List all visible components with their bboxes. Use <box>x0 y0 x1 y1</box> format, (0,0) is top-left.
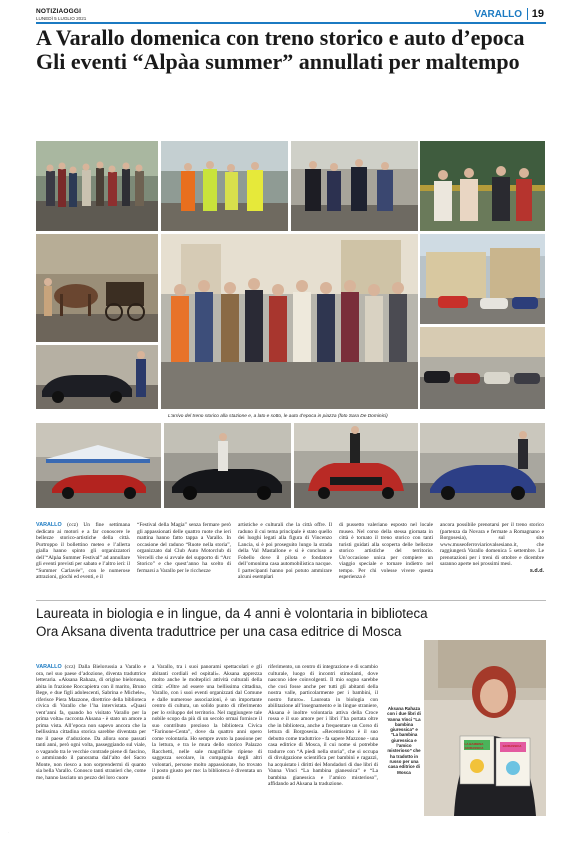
section-name: VARALLO <box>474 9 522 20</box>
photo-ferrari-tent <box>36 423 161 508</box>
page-corner-mark: · <box>8 830 9 834</box>
photo-main-group <box>161 234 418 409</box>
book-cover-2-title: GIURASSICA <box>502 744 522 748</box>
article-2-headline-1: Laureata in biologia e in lingue, da 4 anni è volontaria in biblioteca <box>36 606 428 621</box>
article-2-col-1-text: Dalla Bielorussia a Varallo e ora, nel suo paese d’adozione, diventa traduttrice letteraria. «Aksana Rahaza, di origine bielorussa, abita in frazione Roccapietra con il marito, Bruno Bege, e due figli adolescenti, Sabrina e Michele», riferisce Piera Mazzone, direttrice della biblioteca civica di Varallo che l’ha intervistata. «Quasi vent’anni fa, quando ho visitato Varallo per la prima volta» racconta Aksana - è stato un amore a prima vista. All’epoca non sapevo ancora che la bellissima cittadina storica sarebbe diventata per me il paese d’adozione. Da allora sono passati tanti anni, però ogni volta, passeggiando sul viale, o vagando tra le vecchie contrade piene di fascino, o ammirando il panorama dall’alto del Sacro Monte, non riesco a non sorprendermi di quanto sia bella Varallo. Conosco tanti stranieri che, come me, hanno lasciato un pezzo del loro cuore <box>36 664 146 781</box>
photo-caption: L’arrivo del treno storico alla stazione e, a lato e sotto, le auto d’epoca in piazza (foto Sara De Dominici) <box>168 414 388 419</box>
article-1-col-5 <box>440 522 544 592</box>
photo-volunteers <box>161 141 288 231</box>
photo-group-station <box>36 141 158 231</box>
photo-horse-carriage <box>36 234 158 342</box>
article-1-signature: s.d.d. <box>529 567 544 574</box>
article-1-col-2: “Festival della Magia” senza fermare però gli appassionati delle quattro ruote che ieri mattina hanno fatto tappa a Varallo. In occasione del raduno “Ruote nella storia”, organizzato dal Club Auto Motorclub di Vercelli che si avvale del supporto di “Arc Storico” e che quest’anno ha scelto di fermarsi a Varallo per le ricchezze <box>137 522 231 574</box>
article-2-col-2: a Varallo, tra i suoi panorami spettacolari e gli abitanti cordiali ed ospitali». Aksana apprezza molto anche le molteplici attività culturali della città: «Oltre ad essere una bellissima cittadina, Varallo, con i suoi eventi organizzati dal Comune e dalle numerose associazioni, è un importante centro di cultura, un solido punto di riferimento per lo sviluppo del territorio. Nel raggiungere tale nobile scopo da più di un secolo ormai fornisce il suo contributo prezioso la biblioteca Civica “Farinone-Centa”, dove da quattro anni opero come volontaria. Ho sempre avuto la passione per la lettura, e tra le mura dello storico Palazzo Racchetti, nelle sale magnifiche ripiene di saggezza secolare, in compagnia degli altri volontari, persone molto appassionate, ho trovato il posto giusto per me: la biblioteca è diventata un punto di <box>152 664 262 781</box>
photo-black-sportscar <box>164 423 291 508</box>
article-2-headline-2: Ora Aksana diventa traduttrice per una casa editrice di Mosca <box>36 624 402 639</box>
masthead <box>36 8 86 21</box>
photo-blue-porsche <box>420 423 545 508</box>
photo-car-lineup <box>420 327 545 409</box>
article-2-lead: VARALLO <box>36 664 62 670</box>
article-1-col-1-text: Un fine settimana dedicato ai motori e a far conoscere le bellezze storico-artistiche della città. Purtroppo il bollettino meteo e l’allerta gialla hanno spinto gli organizzatori dell’“Alpàa Summer Festival” ad annullare gli eventi previsti per sabato e l’altro ieri: il “Summer Carlavée”, con le numerose attrazioni, giochi ed eventi, e il <box>36 522 130 580</box>
headline-line-2: Gli eventi “Alpàa summer” annullati per maltempo <box>36 49 520 74</box>
issue-date: LUNEDÌ 5 LUGLIO 2021 <box>36 16 87 21</box>
article-1-col-5-text: ancora possibile prenotarsi per il treno storico (partenza da Novara e fermate a Romagnano e Borgosesia), sul sito www.museoferroviariovalsesiano.it, che raggiungerà Varallo domenica 5 settembre. Le prenotazioni per i treni di ottobre e dicembre saranno aperte nei prossimi mesi. <box>440 522 544 567</box>
headline-line-1: A Varallo domenica con treno storico e auto d’epoca <box>36 25 525 50</box>
article-1-tag: (ccz) <box>67 522 78 528</box>
side-caption: Aksana Rahaza con i due libri di Vanna Vinci “La bambina giuressica” e “La bambina giuressica e l’amico misterioso” che ha tradotto in russo per una casa editrice di Mosca <box>387 706 421 775</box>
photo-red-car-front <box>294 423 418 508</box>
article-1-lead: VARALLO <box>36 522 62 528</box>
article-1-col-1 <box>36 522 130 592</box>
article-1-col-3: artistiche e culturali che la città offre. Il raduno il cui tema principale è stato quello dei luoghi legati alla figura di Vincenzo Lancia, si è poi proseguito lungo la strada della Val Mastallone e si è concluso a Fobello dove il pilota e fondatore dell’omonima casa automobilistica nacque. I partecipanti hanno poi potuto ammirare alcuni esemplari <box>238 522 332 580</box>
article-1-col-4: di pussetto valeriano esposto nel locale museo. Nel corso della stessa giornata in città è tornato il treno storico con tanti turisti guidati alla scoperta delle bellezze storico artistiche del territorio. Un’occasione unica per compiere un viaggio speciale e tornare indietro nel tempo. Per chi volesse vivere questa esperienza è <box>339 522 433 580</box>
article-separator <box>36 600 546 601</box>
newspaper-brand: NOTIZIAOGGI <box>36 8 82 15</box>
header-rule <box>36 22 546 24</box>
article-2-col-3: riferimento, un centro di integrazione e di scambio culturale, luogo di incontri stimolanti, dove nascono idee coinvolgenti. Il mio sogno sarebbe che così fosse anche per tutti gli abitanti della nostra valle, particolarmente per i bambini, il nostro futuro». Laureata in biologia con abilitazione all’insegnamento e in lingue straniere, Aksana è inoltre volontaria attiva della Croce rossa e il suo amore per i libri l’ha portata oltre che in biblioteca, anche a frequentare un Corso di lettura di Borgosesia. «Recentissimo è il suo debutto come traduttrice - fa sapere Mazzone - una casa editrice di Mosca, il cui nome si potrebbe tradurre con “A piedi nella storia”, che si occupa di divulgazione scientifica per bambini e ragazzi, ha acquistato i diritti dei Mondadori di due libri di Vanna Vinci “La bambina gianessica” e “La bambina gianessica e l’amico misterioso”, affidando ad Aksana la traduzione. <box>268 664 378 787</box>
photo-lancia-car <box>36 345 158 409</box>
page-number: 19 <box>527 8 544 20</box>
photo-passengers-masks <box>420 141 545 231</box>
book-cover-1-title: LA BAMBINA GIURASSICA <box>464 742 484 750</box>
photo-officials <box>291 141 418 231</box>
article-2-col-1 <box>36 664 146 814</box>
article-2-tag: (ccz) <box>64 664 76 670</box>
photo-town-square <box>420 234 545 324</box>
